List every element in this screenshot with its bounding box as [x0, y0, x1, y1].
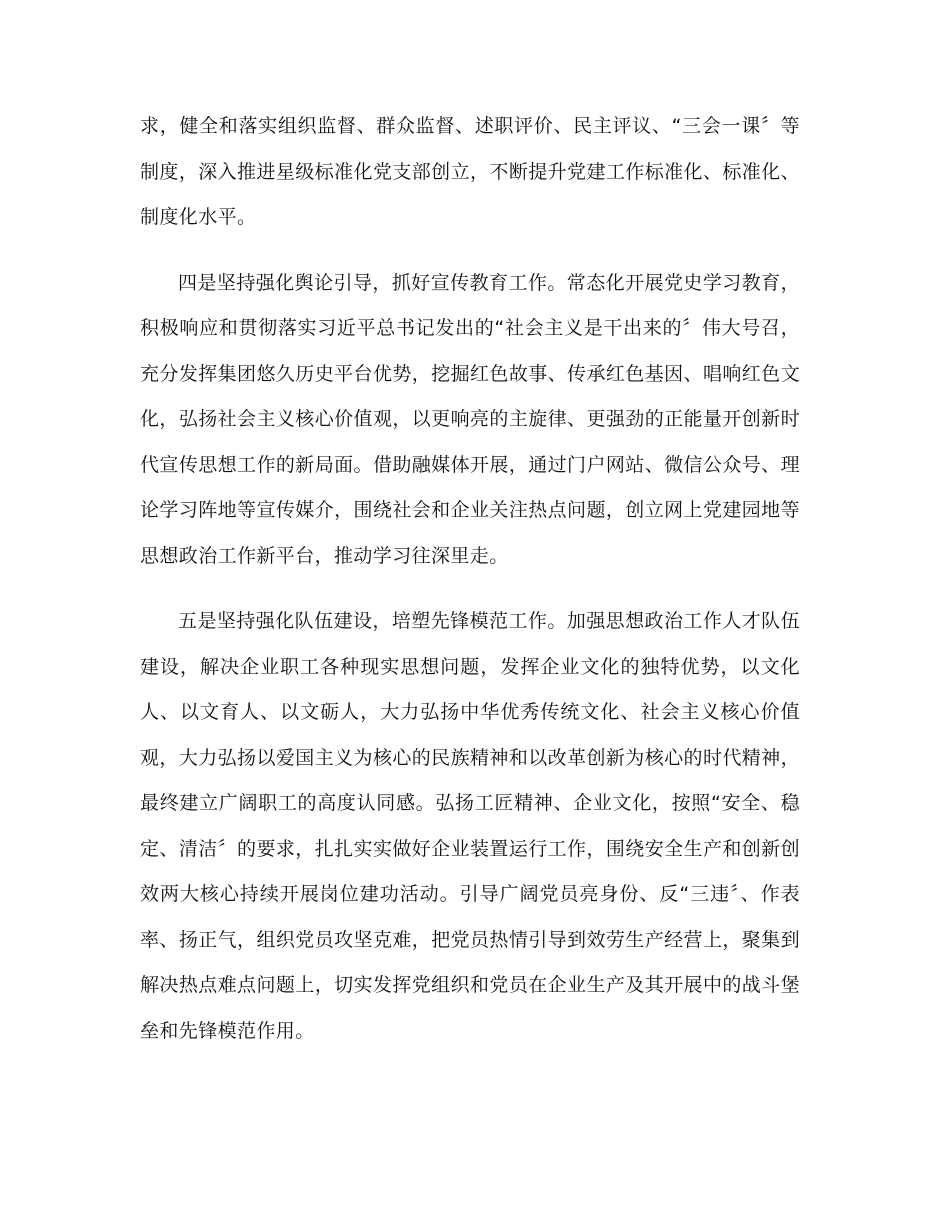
paragraph-team-building: 五是坚持强化队伍建设，培塑先锋模范工作。加强思想政治工作人才队伍建设，解决企业职工各种现实思想问题，发挥企业文化的独特优势，以文化人、以文育人、以文砺人，大力弘扬中华优秀传统文化、社会主义核心价值观，大力弘扬以爱国主义为核心的民族精神和以改革创新为核心的时代精神，最终建立广阔职工的高度认同感。弘扬工匠精神、企业文化，按照“安全、稳定、清洁〞的要求，扎扎实实做好企业装置运行工作，围绕安全生产和创新创效两大核心持续开展岗位建功活动。引导广阔党员亮身份、反“三违〞、作表率、扬正气，组织党员攻坚克难，把党员热情引导到效劳生产经营上，聚集到解决热点难点问题上，切实发挥党组织和党员在企业生产及其开展中的战斗堡垒和先锋模范作用。	[140, 610, 800, 1042]
paragraph-continuation: 求，健全和落实组织监督、群众监督、述职评价、民主评议、“三会一课〞等制度，深入推进星级标准化党支部创立，不断提升党建工作标准化、标准化、制度化水平。	[140, 115, 800, 228]
paragraph-publicity-education: 四是坚持强化舆论引导，抓好宣传教育工作。常态化开展党史学习教育，积极响应和贯彻落实习近平总书记发出的“社会主义是干出来的〞伟大号召，充分发挥集团悠久历史平台优势，挖掘红色故事、传承红色基因、唱响红色文化，弘扬社会主义核心价值观，以更响亮的主旋律、更强劲的正能量开创新时代宣传思想工作的新局面。借助融媒体开展，通过门户网站、微信公众号、理论学习阵地等宣传媒介，围绕社会和企业关注热点问题，创立网上党建园地等思想政治工作新平台，推动学习往深里走。	[140, 271, 800, 567]
document-body	[140, 104, 800, 1054]
